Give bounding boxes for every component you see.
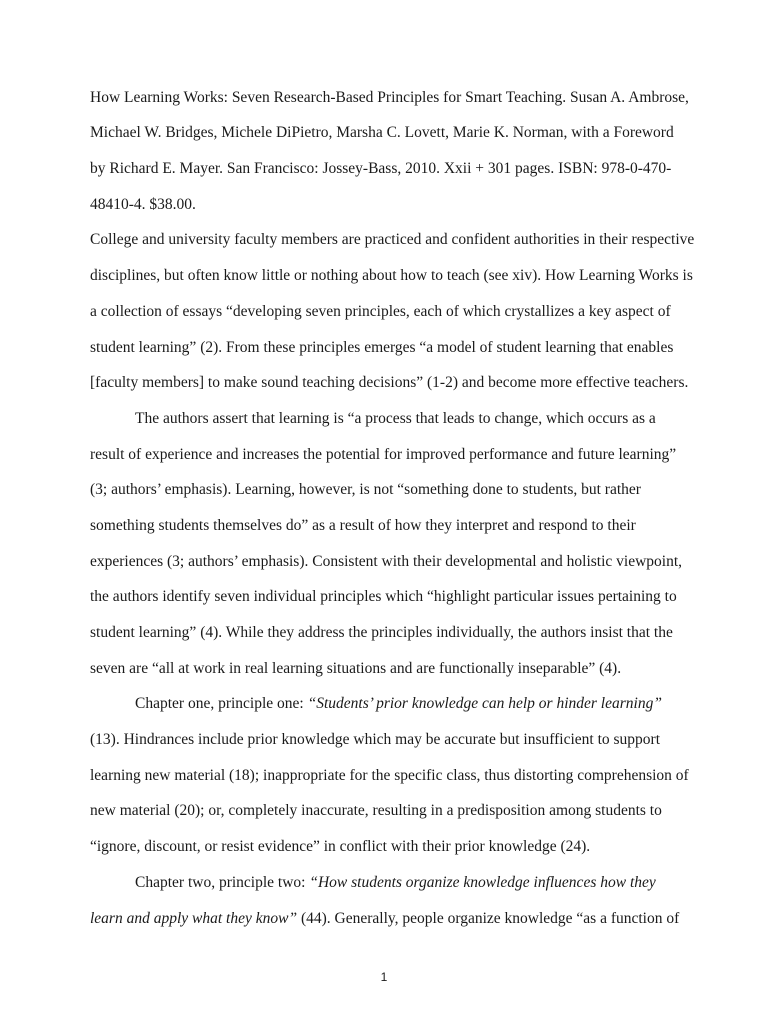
paragraph-1-line-2: disciplines, but often know little or nothing about how to teach (see xiv). How Learning Works is (90, 267, 693, 284)
principle-two-quote-part-2: learn and apply what they know” (90, 910, 298, 927)
paragraph-4-line-2 (90, 909, 679, 929)
paragraph-2-line-1: The authors assert that learning is “a process that leads to change, which occurs as a (135, 410, 656, 427)
paragraph-3-line-4: new material (20); or, completely inaccurate, resulting in a predisposition among students to (90, 802, 662, 819)
paragraph-2-line-4: something students themselves do” as a result of how they interpret and respond to their (90, 517, 636, 534)
citation-line-3: by Richard E. Mayer. San Francisco: Jossey-Bass, 2010. Xxii + 301 pages. ISBN: 978-0-470- (90, 160, 672, 177)
citation-line-4: 48410-4. $38.00. (90, 196, 196, 213)
paragraph-1-line-5: [faculty members] to make sound teaching decisions” (1-2) and become more effective teachers. (90, 374, 689, 391)
principle-one-quote: “Students’ prior knowledge can help or hinder learning” (307, 695, 662, 712)
citation-line-1: How Learning Works: Seven Research-Based Principles for Smart Teaching. Susan A. Ambrose, (90, 89, 689, 106)
paragraph-4-line-2-rest: (44). Generally, people organize knowledge “as a function of (297, 910, 680, 927)
paragraph-2-line-6: the authors identify seven individual principles which “highlight particular issues pertaining to (90, 588, 677, 605)
chapter-two-lead: Chapter two, principle two: (135, 874, 310, 891)
paragraph-2-line-3: (3; authors’ emphasis). Learning, however, is not “something done to students, but rather (90, 481, 641, 498)
paragraph-3-line-2: (13). Hindrances include prior knowledge which may be accurate but insufficient to support (90, 731, 661, 748)
paragraph-4-line-1 (135, 873, 656, 893)
paragraph-1-line-4: student learning” (2). From these principles emerges “a model of student learning that enables (90, 339, 674, 356)
paragraph-2-line-5: experiences (3; authors’ emphasis). Consistent with their developmental and holistic viewpoint, (90, 553, 683, 570)
paragraph-1-line-1: College and university faculty members are practiced and confident authorities in their respective (90, 231, 695, 248)
citation-line-2: Michael W. Bridges, Michele DiPietro, Marsha C. Lovett, Marie K. Norman, with a Foreword (90, 124, 674, 141)
paragraph-2-line-8: seven are “all at work in real learning situations and are functionally inseparable” (4). (90, 660, 622, 677)
paragraph-2-line-2: result of experience and increases the potential for improved performance and future learning” (90, 446, 677, 463)
paragraph-3-line-5: “ignore, discount, or resist evidence” in conflict with their prior knowledge (24). (90, 838, 591, 855)
paragraph-3-line-1 (135, 694, 662, 714)
principle-two-quote-part-1: “How students organize knowledge influences how they (309, 874, 656, 891)
chapter-one-lead: Chapter one, principle one: (135, 695, 308, 712)
paragraph-2-line-7: student learning” (4). While they address the principles individually, the authors insist that the (90, 624, 673, 641)
paragraph-3-line-3: learning new material (18); inappropriate for the specific class, thus distorting comprehension of (90, 767, 689, 784)
paragraph-1-line-3: a collection of essays “developing seven principles, each of which crystallizes a key aspect of (90, 303, 671, 320)
page-number: 1 (380, 970, 388, 984)
